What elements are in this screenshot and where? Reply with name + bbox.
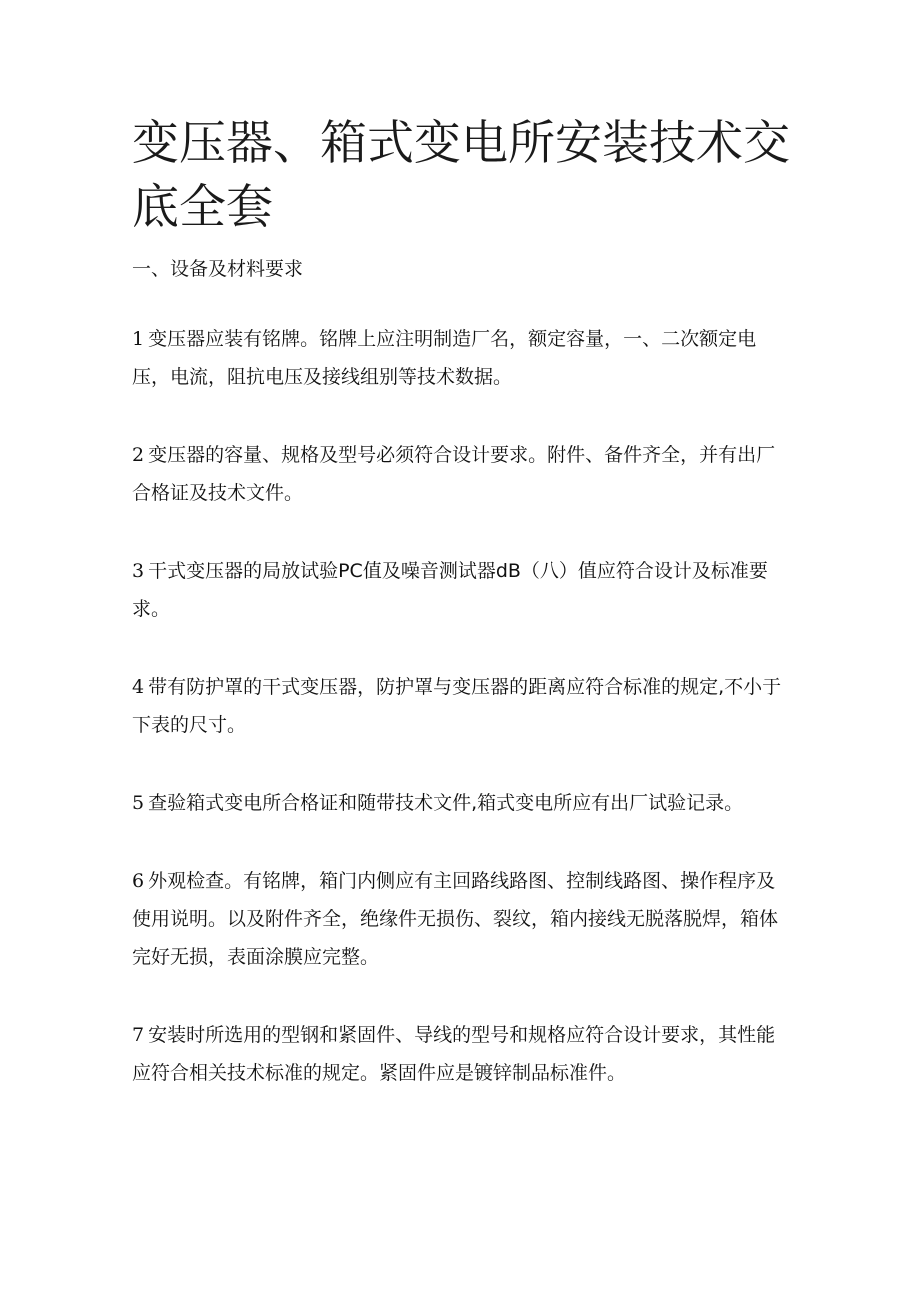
item-number: 1 xyxy=(132,328,145,350)
list-item xyxy=(132,784,792,822)
list-item xyxy=(132,436,792,512)
item-number: 2 xyxy=(132,444,145,466)
item-number: 3 xyxy=(132,560,145,582)
item-text: 外观检查。有铭牌，箱门内侧应有主回路线路图、控制线路图、操作程序及使用说明。以及附件齐全，绝缘件无损伤、裂纹，箱内接线无脱落脱焊，箱体完好无损，表面涂膜应完整。 xyxy=(132,870,779,968)
list-item xyxy=(132,1016,792,1092)
item-number: 5 xyxy=(132,792,145,814)
list-item xyxy=(132,320,792,396)
item-text: 安装时所选用的型钢和紧固件、导线的型号和规格应符合设计要求，其性能应符合相关技术标准的规定。紧固件应是镀锌制品标准件。 xyxy=(132,1024,776,1084)
item-text: 查验箱式变电所合格证和随带技术文件,箱式变电所应有出厂试验记录。 xyxy=(148,792,744,814)
item-number: 7 xyxy=(132,1024,145,1046)
item-text: 带有防护罩的干式变压器，防护罩与变压器的距离应符合标准的规定,不小于下表的尺寸。 xyxy=(132,676,782,736)
list-item xyxy=(132,862,792,976)
section-heading: 一、设备及材料要求 xyxy=(132,258,304,280)
item-number: 4 xyxy=(132,676,145,698)
list-item xyxy=(132,552,792,628)
item-text: 变压器的容量、规格及型号必须符合设计要求。附件、备件齐全，并有出厂合格证及技术文件。 xyxy=(132,444,776,504)
item-number: 6 xyxy=(132,870,145,892)
list-item xyxy=(132,668,792,744)
document-title: 变压器、箱式变电所安装技术交底全套 xyxy=(132,116,790,235)
item-text: 干式变压器的局放试验PC值及噪音测试器dB（八）值应符合设计及标准要求。 xyxy=(132,560,768,620)
item-text: 变压器应装有铭牌。铭牌上应注明制造厂名，额定容量，一、二次额定电压，电流，阻抗电压及接线组别等技术数据。 xyxy=(132,328,757,388)
